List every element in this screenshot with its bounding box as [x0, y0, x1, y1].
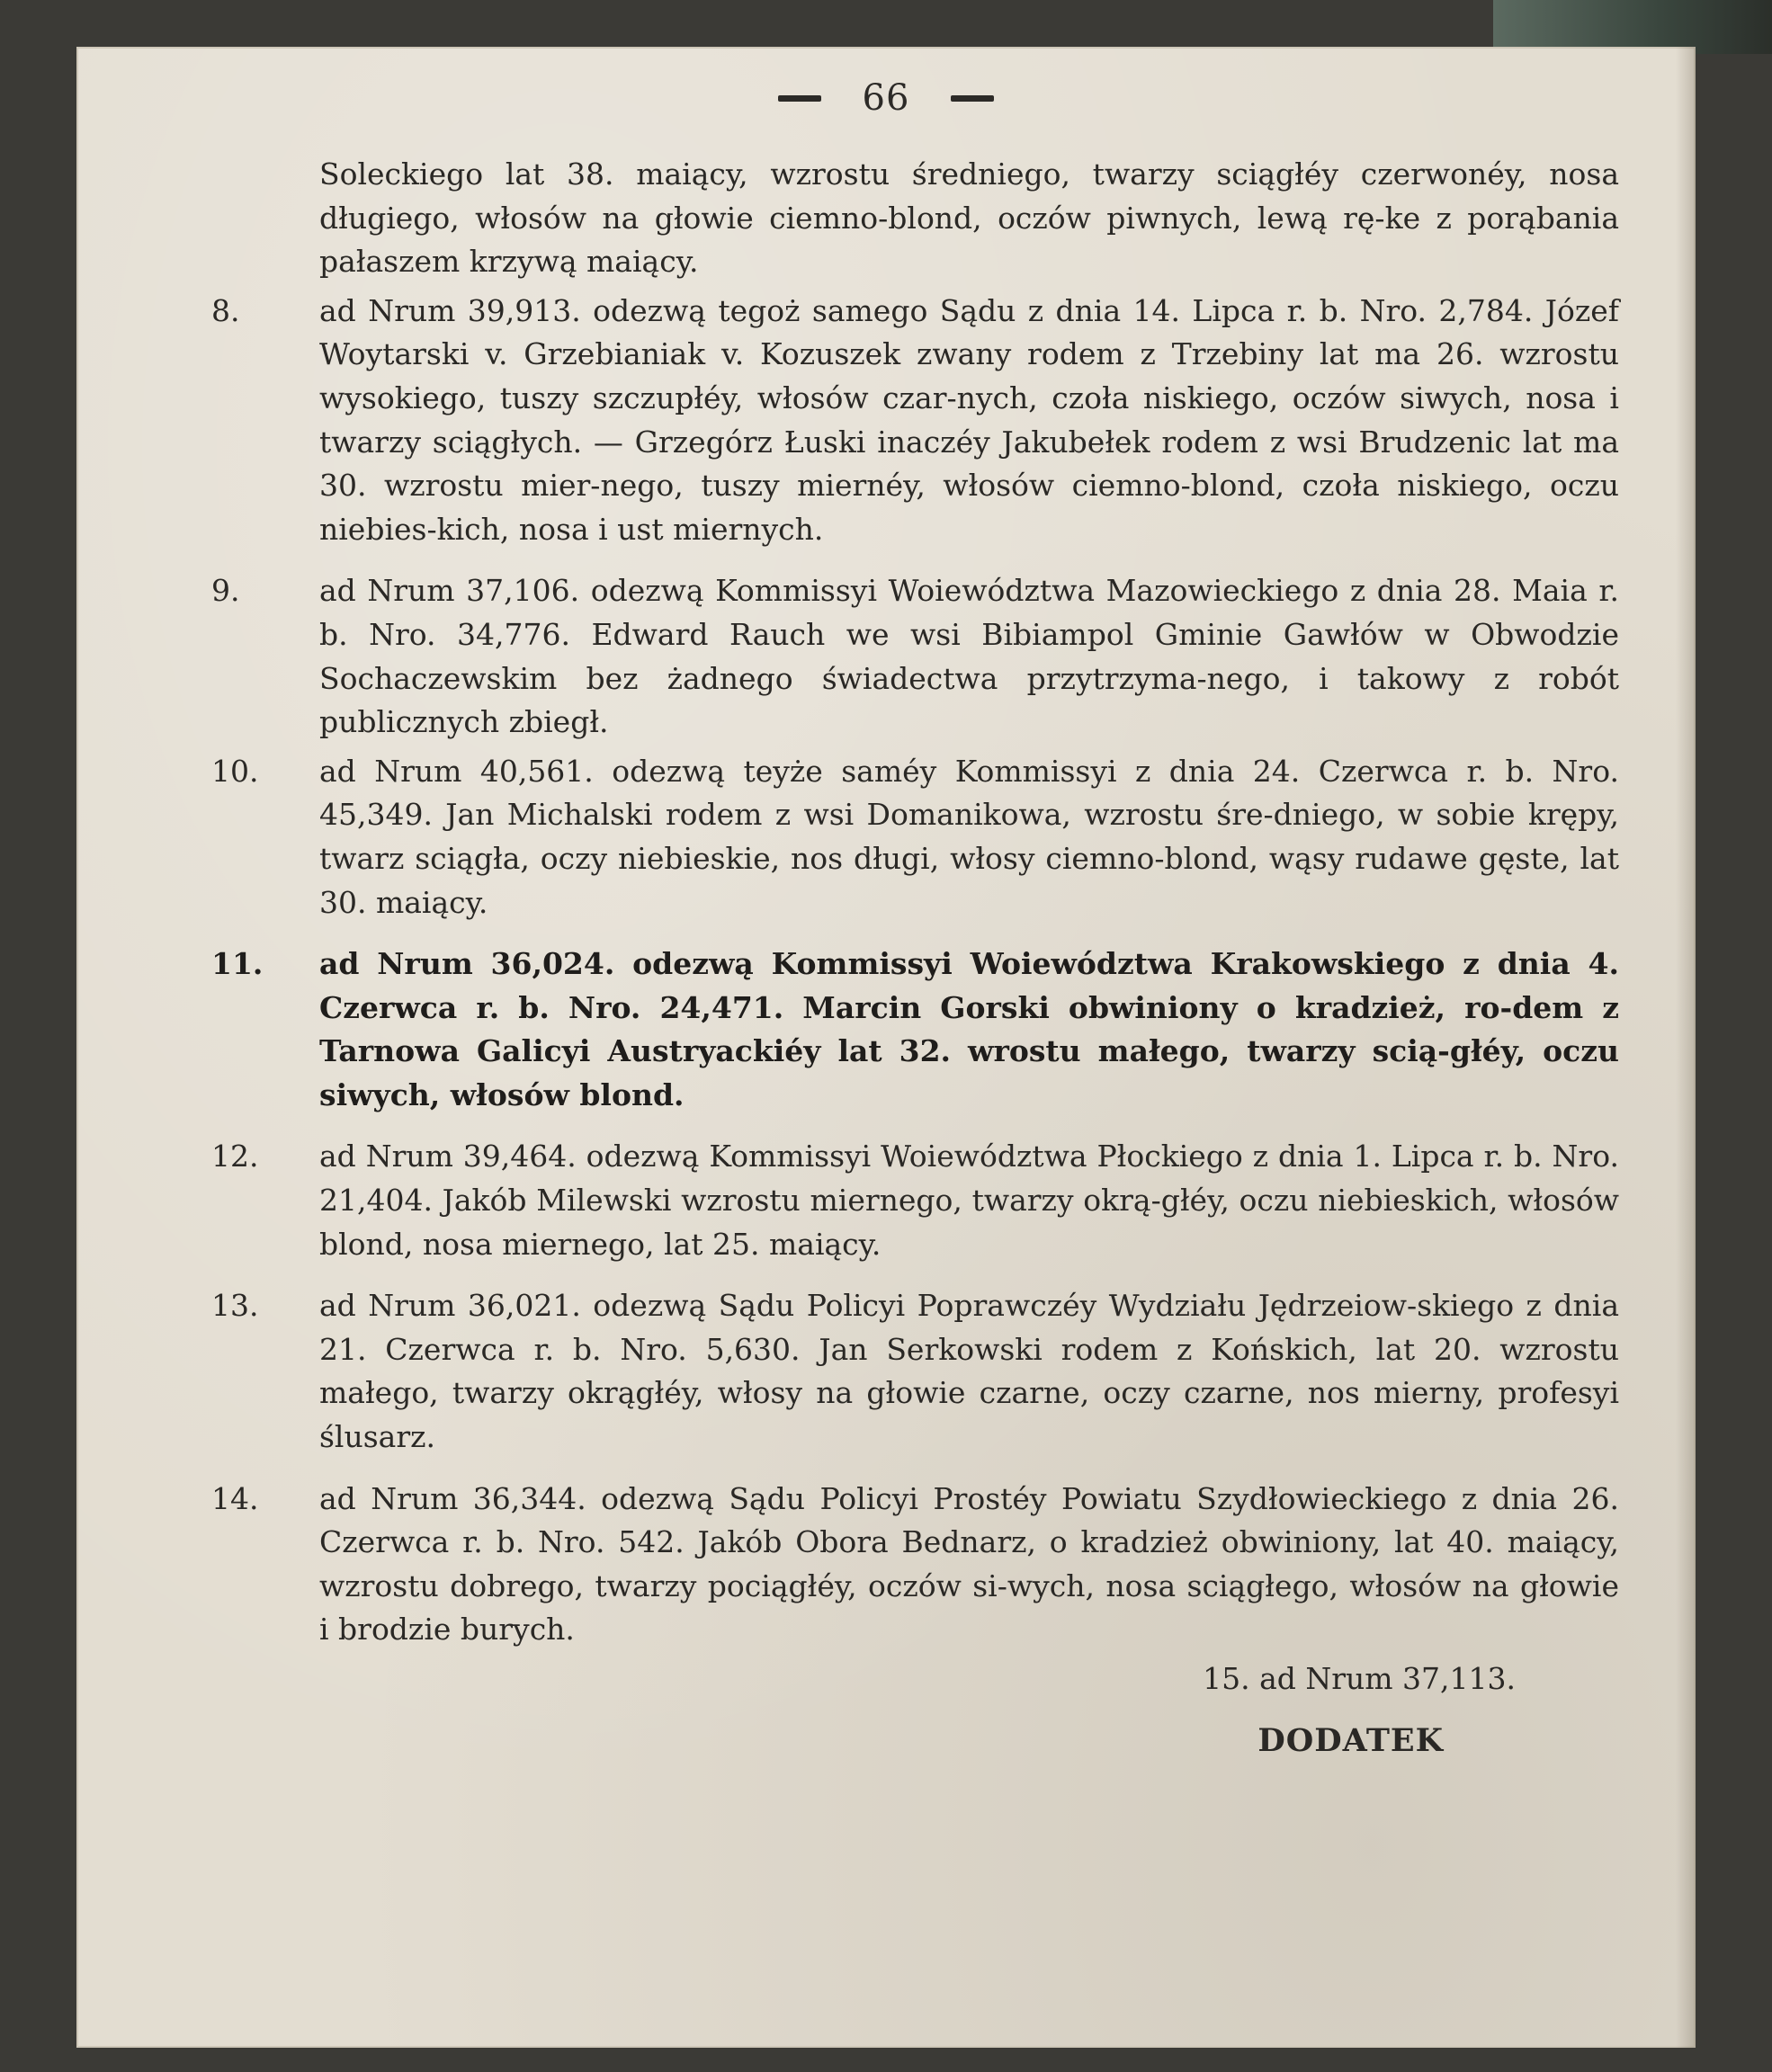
entry-text: ad Nrum 39,464. odezwą Kommissyi Woiewództwa Płockiego z dnia 1. Lipca r. b. Nro. 21,404. Jakób Milewski wzrostu miernego, twarzy okrą-głéy, oczu niebieskich, włosów blond, nosa miernego, lat 25. maiący. [319, 1139, 1619, 1262]
entry-number: 14. [211, 1480, 259, 1516]
entry-8 [76, 290, 1696, 552]
page-header [76, 77, 1696, 119]
entry-text: ad Nrum 36,021. odezwą Sądu Policyi Poprawczéy Wydziału Jędrzeiow-skiego z dnia 21. Czerwca r. b. Nro. 5,630. Jan Serkowski rodem z Końskich, lat 20. wzrostu małego, twarzy okrągłéy, włosy na głowie czarne, oczy czarne, nos mierny, profesyi ślusarz. [319, 1288, 1619, 1455]
entry-13 [76, 1284, 1696, 1459]
document-page [76, 47, 1696, 2048]
entry-text: ad Nrum 36,024. odezwą Kommissyi Woiewództwa Krakowskiego z dnia 4. Czerwca r. b. Nro. 24,471. Marcin Gorski obwiniony o kradzież, ro-dem z Tarnowa Galicyi Austryackiéy lat 32. wrostu małego, twarzy scią-głéy, oczu siwych, włosów blond. [319, 946, 1619, 1112]
catchword: DODATEK [1257, 1721, 1444, 1759]
entry-text: ad Nrum 39,913. odezwą tegoż samego Sądu z dnia 14. Lipca r. b. Nro. 2,784. Józef Woytarski v. Grzebianiak v. Kozuszek zwany rodem z Trzebiny lat ma 26. wzrostu wysokiego, tuszy szczupłéy, włosów czar-nych, czoła niskiego, oczów siwych, nosa i twarzy sciągłych. — Grzegórz Łuski inaczéy Jakubełek rodem z wsi Brudzenic lat ma 30. wzrostu mier-nego, tuszy miernéy, włosów ciemno-blond, czoła niskiego, oczu niebies-kich, nosa i ust miernych. [319, 292, 1619, 547]
entry-number: 8. [211, 292, 240, 328]
entry-number: 13. [211, 1288, 259, 1324]
entry-number: 12. [211, 1139, 259, 1174]
entry-text: ad Nrum 40,561. odezwą teyże saméy Kommissyi z dnia 24. Czerwca r. b. Nro. 45,349. Jan Michalski rodem z wsi Domanikowa, wzrostu śre-dniego, w sobie krępy, twarz sciągła, oczy niebieskie, nos długi, włosy ciemno-blond, wąsy rudawe gęste, lat 30. maiący. [319, 753, 1619, 920]
paragraph-continued [76, 153, 1696, 284]
entry-number: 9. [211, 573, 240, 609]
entry-number: 11. [211, 946, 264, 982]
entry-10 [76, 750, 1696, 924]
entry-number: 10. [211, 753, 259, 789]
entry-text: ad Nrum 37,106. odezwą Kommissyi Woiewództwa Mazowieckiego z dnia 28. Maia r. b. Nro. 34,776. Edward Rauch we wsi Bibiampol Gminie Gawłów w Obwodzie Sochaczewskim bez żadnego świadectwa przytrzyma-nego, i takowy z robót publicznych zbiegł. [319, 573, 1619, 740]
entry-14 [76, 1478, 1696, 1652]
page-number: 66 [862, 77, 910, 119]
header-dash-left [778, 95, 821, 102]
paragraph-text: Soleckiego lat 38. maiący, wzrostu średniego, twarzy sciągłéy czerwonéy, nosa długiego, włosów na głowie ciemno-blond, oczów piwnych, lewą rę-ke z porąbania pałaszem krzywą maiący. [319, 156, 1619, 280]
header-dash-right [951, 95, 994, 102]
entry-text: ad Nrum 36,344. odezwą Sądu Policyi Prostéy Powiatu Szydłowieckiego z dnia 26. Czerwca r. b. Nro. 542. Jakób Obora Bednarz, o kradzież obwiniony, lat 40. maiący, wzrostu dobrego, twarzy pociągłéy, oczów si-wych, nosa sciągłego, włosów na głowie i brodzie burych. [319, 1480, 1619, 1648]
entry-11 [76, 942, 1696, 1117]
entry-9 [76, 569, 1696, 744]
entry-12 [76, 1135, 1696, 1266]
book-cover-corner [1493, 0, 1772, 54]
continued-entry-15: 15. ad Nrum 37,113. [1203, 1661, 1516, 1696]
page-body [76, 153, 1696, 1763]
